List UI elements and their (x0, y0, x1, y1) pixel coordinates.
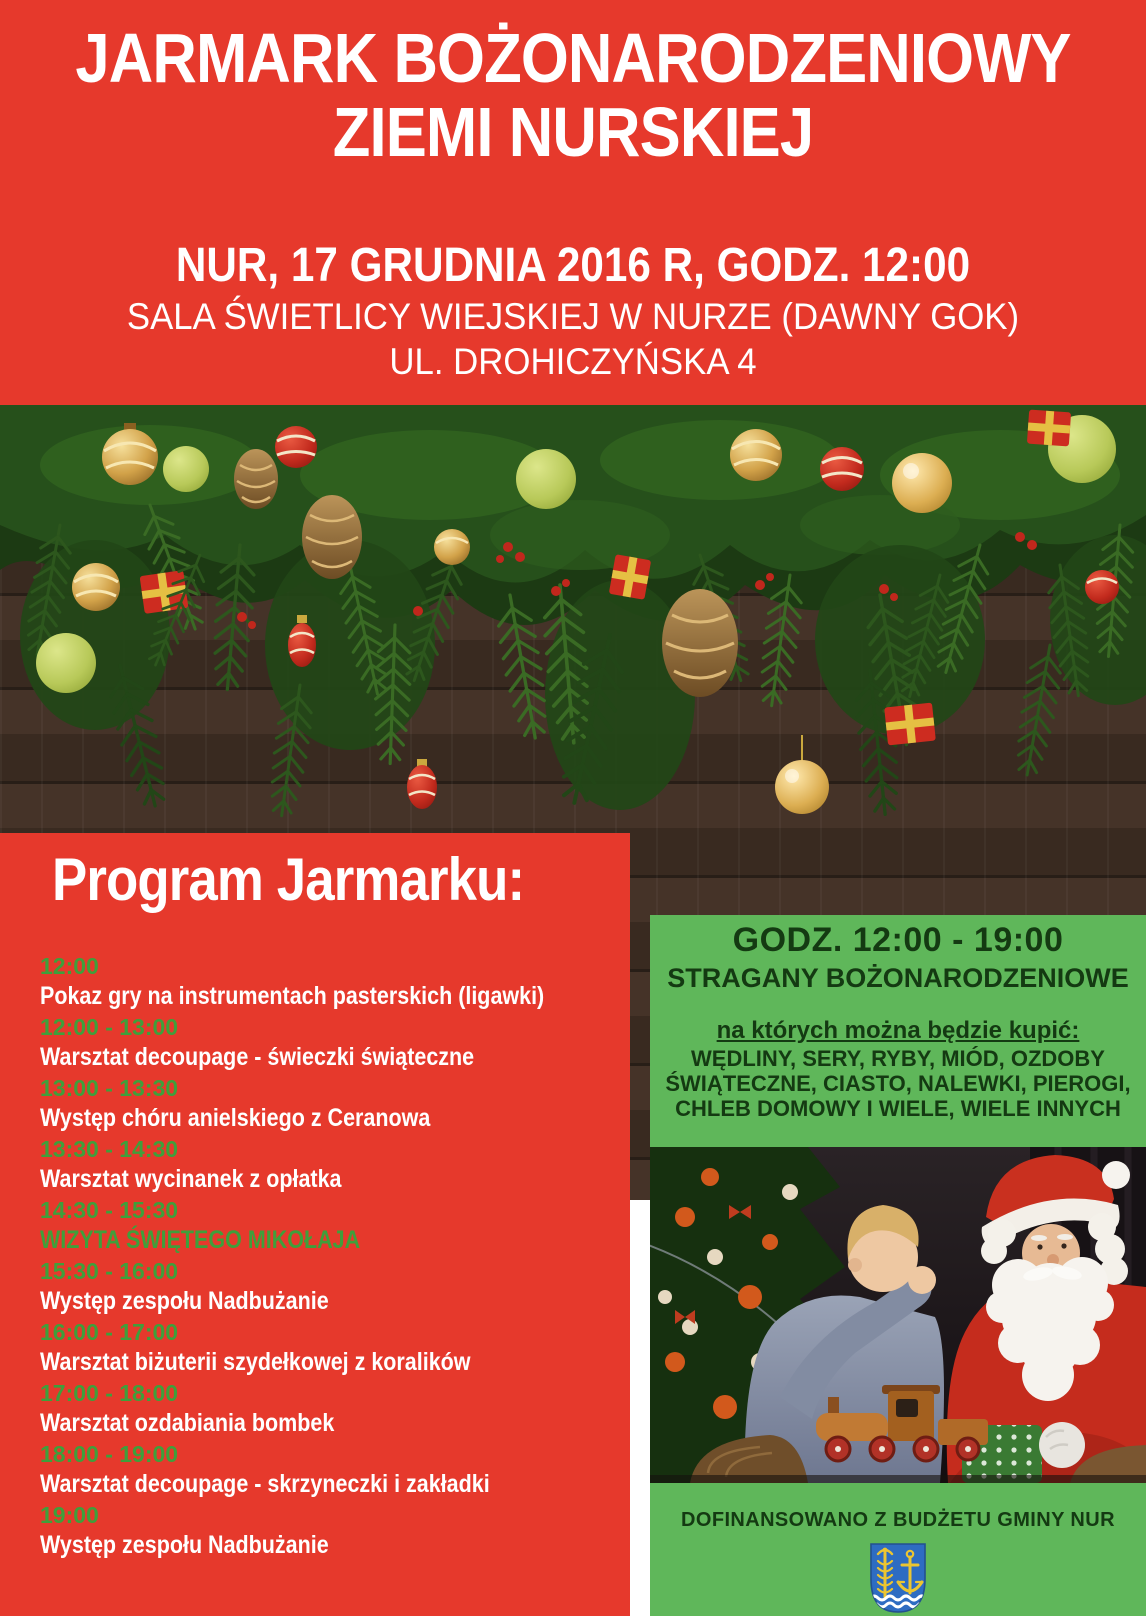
schedule-event: Występ chóru anielskiego z Ceranowa (40, 1104, 431, 1132)
red-striped-bauble (820, 447, 864, 491)
red-striped-bauble (1085, 570, 1119, 604)
schedule-time: 13:30 - 14:30 (40, 1136, 179, 1162)
gift-box (1027, 410, 1071, 447)
poster-header (0, 0, 1146, 405)
red-striped-bauble (407, 759, 437, 809)
schedule-event: Warsztat ozdabiania bombek (40, 1409, 335, 1437)
program-panel (0, 833, 630, 1616)
pine-cone (662, 589, 738, 697)
pine-cone (234, 449, 278, 509)
nur-coat-of-arms (868, 1541, 928, 1615)
santa-photo (650, 1147, 1146, 1483)
schedule-time: 14:30 - 15:30 (40, 1197, 179, 1223)
schedule-item (40, 1439, 620, 1500)
schedule-time: 13:00 - 13:30 (40, 1075, 179, 1101)
lime-glitter-bauble (36, 633, 96, 693)
schedule-item (40, 1073, 620, 1134)
schedule-event: Występ zespołu Nadbużanie (40, 1287, 329, 1315)
schedule-item (40, 1500, 620, 1561)
lime-glitter-bauble (163, 446, 209, 492)
schedule-item (40, 1256, 620, 1317)
schedule-event: WIZYTA ŚWIĘTEGO MIKOŁAJA (40, 1226, 361, 1254)
gift-box (884, 703, 936, 746)
pine-cone (302, 495, 362, 579)
market-products: WĘDLINY, SERY, RYBY, MIÓD, OZDOBY ŚWIĄTECZNE, CIASTO, NALEWKI, PIEROGI, CHLEB DOMOWY I WIELE, WIELE INNYCH (665, 1046, 1131, 1121)
schedule-time: 16:00 - 17:00 (40, 1319, 179, 1345)
schedule-event: Warsztat wycinanek z opłatka (40, 1165, 342, 1193)
schedule-item (40, 1134, 620, 1195)
schedule-time: 19:00 (40, 1502, 99, 1528)
market-intro: na których można będzie kupić: (716, 1017, 1080, 1044)
red-striped-bauble (275, 426, 317, 468)
schedule-event: Warsztat decoupage - świeczki świąteczne (40, 1043, 475, 1071)
event-venue: SALA ŚWIETLICY WIEJSKIEJ W NURZE (DAWNY GOK) (126, 296, 1020, 337)
funding-note: DOFINANSOWANO Z BUDŻETU GMINY NUR (681, 1509, 1115, 1531)
schedule-event: Warsztat decoupage - skrzyneczki i zakładki (40, 1470, 490, 1498)
schedule-time: 15:30 - 16:00 (40, 1258, 179, 1284)
lime-glitter-bauble (516, 449, 576, 509)
schedule-item (40, 1012, 620, 1073)
schedule-item (40, 1378, 620, 1439)
schedule-item (40, 951, 620, 1012)
schedule-item-santa-visit (40, 1195, 620, 1256)
gold-swirl-bauble (72, 563, 120, 611)
market-title: STRAGANY BOŻONARODZENIOWE (667, 963, 1129, 993)
program-heading: Program Jarmarku: (52, 846, 525, 913)
poster-title-line1: JARMARK BOŻONARODZENIOWY (75, 19, 1071, 97)
market-panel (650, 915, 1146, 1616)
schedule-time: 12:00 (40, 953, 99, 979)
schedule-event: Warsztat biżuterii szydełkowej z koralików (40, 1348, 471, 1376)
schedule-time: 17:00 - 18:00 (40, 1380, 179, 1406)
event-address: UL. DROHICZYŃSKA 4 (389, 341, 757, 382)
schedule-item (40, 1317, 620, 1378)
schedule-time: 12:00 - 13:00 (40, 1014, 179, 1040)
gold-ball (892, 453, 952, 513)
gold-swirl-bauble (434, 529, 470, 565)
gold-ball (775, 735, 829, 814)
program-schedule (40, 951, 620, 1561)
schedule-event: Pokaz gry na instrumentach pasterskich (ligawki) (40, 982, 545, 1010)
poster-title-line2: ZIEMI NURSKIEJ (332, 93, 814, 171)
schedule-event: Występ zespołu Nadbużanie (40, 1531, 329, 1559)
event-date: NUR, 17 GRUDNIA 2016 R, GODZ. 12:00 (175, 239, 971, 292)
gift-box (609, 554, 651, 600)
gold-swirl-bauble (730, 429, 782, 481)
schedule-time: 18:00 - 19:00 (40, 1441, 179, 1467)
market-hours: GODZ. 12:00 - 19:00 (732, 921, 1064, 959)
